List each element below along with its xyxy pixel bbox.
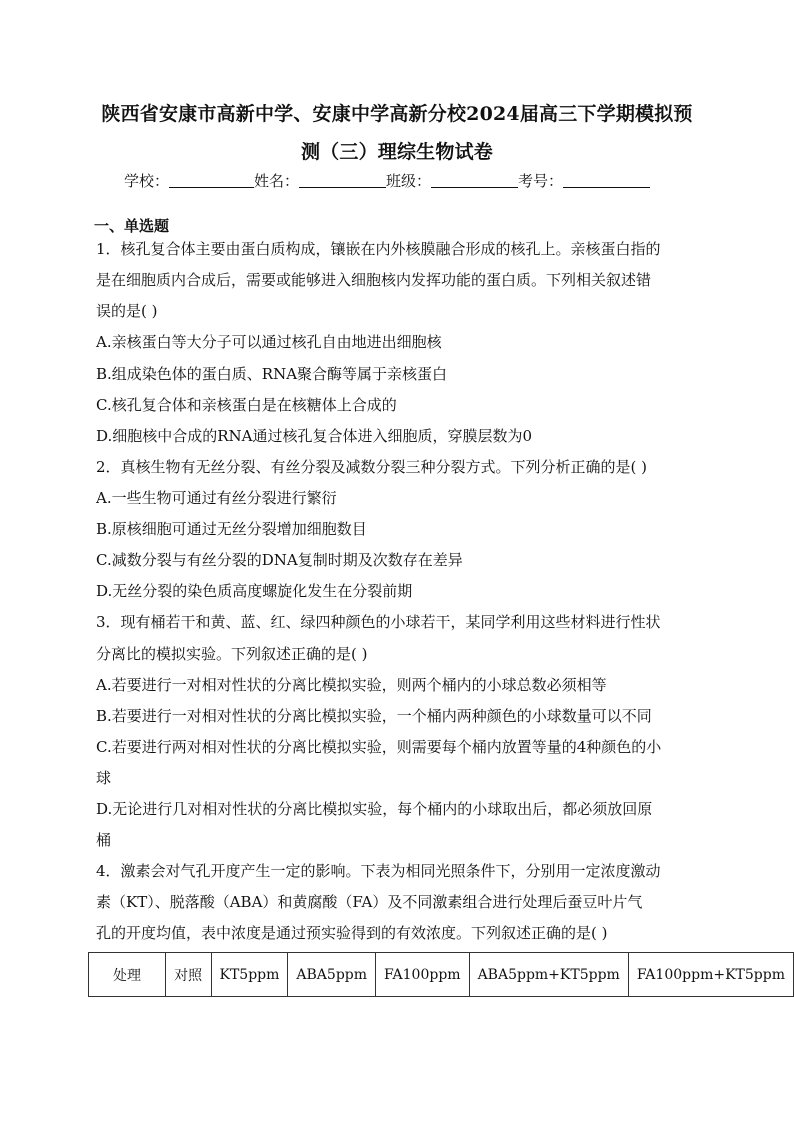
- question-4-line-3: 孔的开度均值，表中浓度是通过预实验得到的有效浓度。下列叙述正确的是( ): [96, 924, 608, 942]
- student-info-row: [124, 170, 650, 191]
- question-4-line-1: 4．激素会对气孔开度产生一定的影响。下表为相同光照条件下，分别用一定浓度激动: [96, 862, 661, 880]
- question-3-option-b: B.若要进行一对相对性状的分离比模拟实验，一个桶内两种颜色的小球数量可以不同: [96, 707, 652, 725]
- question-1-option-b: B.组成染色体的蛋白质、RNA聚合酶等属于亲核蛋白: [96, 365, 448, 383]
- table-header-cell: ABA5ppm: [288, 953, 376, 997]
- table-header-cell: FA100ppm: [376, 953, 470, 997]
- name-label: 姓名：: [254, 172, 300, 190]
- question-1-line-1: 1．核孔复合体主要由蛋白质构成，镶嵌在内外核膜融合形成的核孔上。亲核蛋白指的: [96, 240, 661, 258]
- question-2-option-b: B.原核细胞可通过无丝分裂增加细胞数目: [96, 520, 367, 538]
- school-blank[interactable]: [169, 173, 254, 188]
- question-3-option-d-line-2: 桶: [96, 831, 112, 849]
- document-title-line-2: 测（三）理综生物试卷: [300, 141, 493, 163]
- exam-no-label: 考号：: [518, 172, 564, 190]
- document-title-line-1: 陕西省安康市高新中学、安康中学高新分校2024届高三下学期模拟预: [101, 103, 693, 125]
- table-header-cell: FA100ppm+KT5ppm: [628, 953, 793, 997]
- question-2-option-a: A.一些生物可通过有丝分裂进行繁衍: [96, 489, 337, 507]
- question-1-option-a: A.亲核蛋白等大分子可以通过核孔自由地进出细胞核: [96, 333, 442, 351]
- question-3-option-a: A.若要进行一对相对性状的分离比模拟实验，则两个桶内的小球总数必须相等: [96, 676, 607, 694]
- question-4-line-2: 素（KT）、脱落酸（ABA）和黄腐酸（FA）及不同激素组合进行处理后蚕豆叶片气: [96, 893, 643, 911]
- table-header-row: [89, 953, 794, 997]
- school-label: 学校：: [124, 172, 170, 190]
- question-3-line-2: 分离比的模拟实验。下列叙述正确的是( ): [96, 645, 368, 663]
- question-2-option-d: D.无丝分裂的染色质高度螺旋化发生在分裂前期: [96, 582, 413, 600]
- table-header-cell: ABA5ppm+KT5ppm: [469, 953, 628, 997]
- question-1-line-2: 是在细胞质内合成后，需要或能够进入细胞核内发挥功能的蛋白质。下列相关叙述错: [96, 271, 652, 289]
- table-header-cell: 处理: [89, 953, 166, 997]
- question-2-stem: 2．真核生物有无丝分裂、有丝分裂及减数分裂三种分裂方式。下列分析正确的是( ): [96, 458, 648, 476]
- class-label: 班级：: [386, 172, 432, 190]
- name-blank[interactable]: [299, 173, 386, 188]
- section-title: 一、单选题: [94, 217, 170, 235]
- table-header-cell: KT5ppm: [211, 953, 288, 997]
- treatment-table: [88, 952, 794, 997]
- class-blank[interactable]: [431, 173, 518, 188]
- question-3-option-c-line-1: C.若要进行两对相对性状的分离比模拟实验，则需要每个桶内放置等量的4种颜色的小: [96, 738, 662, 756]
- question-1-line-3: 误的是( ): [96, 302, 158, 320]
- question-2-option-c: C.减数分裂与有丝分裂的DNA复制时期及次数存在差异: [96, 551, 463, 569]
- question-3-line-1: 3．现有桶若干和黄、蓝、红、绿四种颜色的小球若干，某同学利用这些材料进行性状: [96, 613, 661, 631]
- question-3-option-d-line-1: D.无论进行几对相对性状的分离比模拟实验，每个桶内的小球取出后，都必须放回原: [96, 800, 653, 818]
- question-1-option-c: C.核孔复合体和亲核蛋白是在核糖体上合成的: [96, 396, 397, 414]
- question-1-option-d: D.细胞核中合成的RNA通过核孔复合体进入细胞质，穿膜层数为0: [96, 427, 533, 445]
- question-3-option-c-line-2: 球: [96, 769, 112, 787]
- exam-no-blank[interactable]: [563, 173, 650, 188]
- table-header-cell: 对照: [166, 953, 211, 997]
